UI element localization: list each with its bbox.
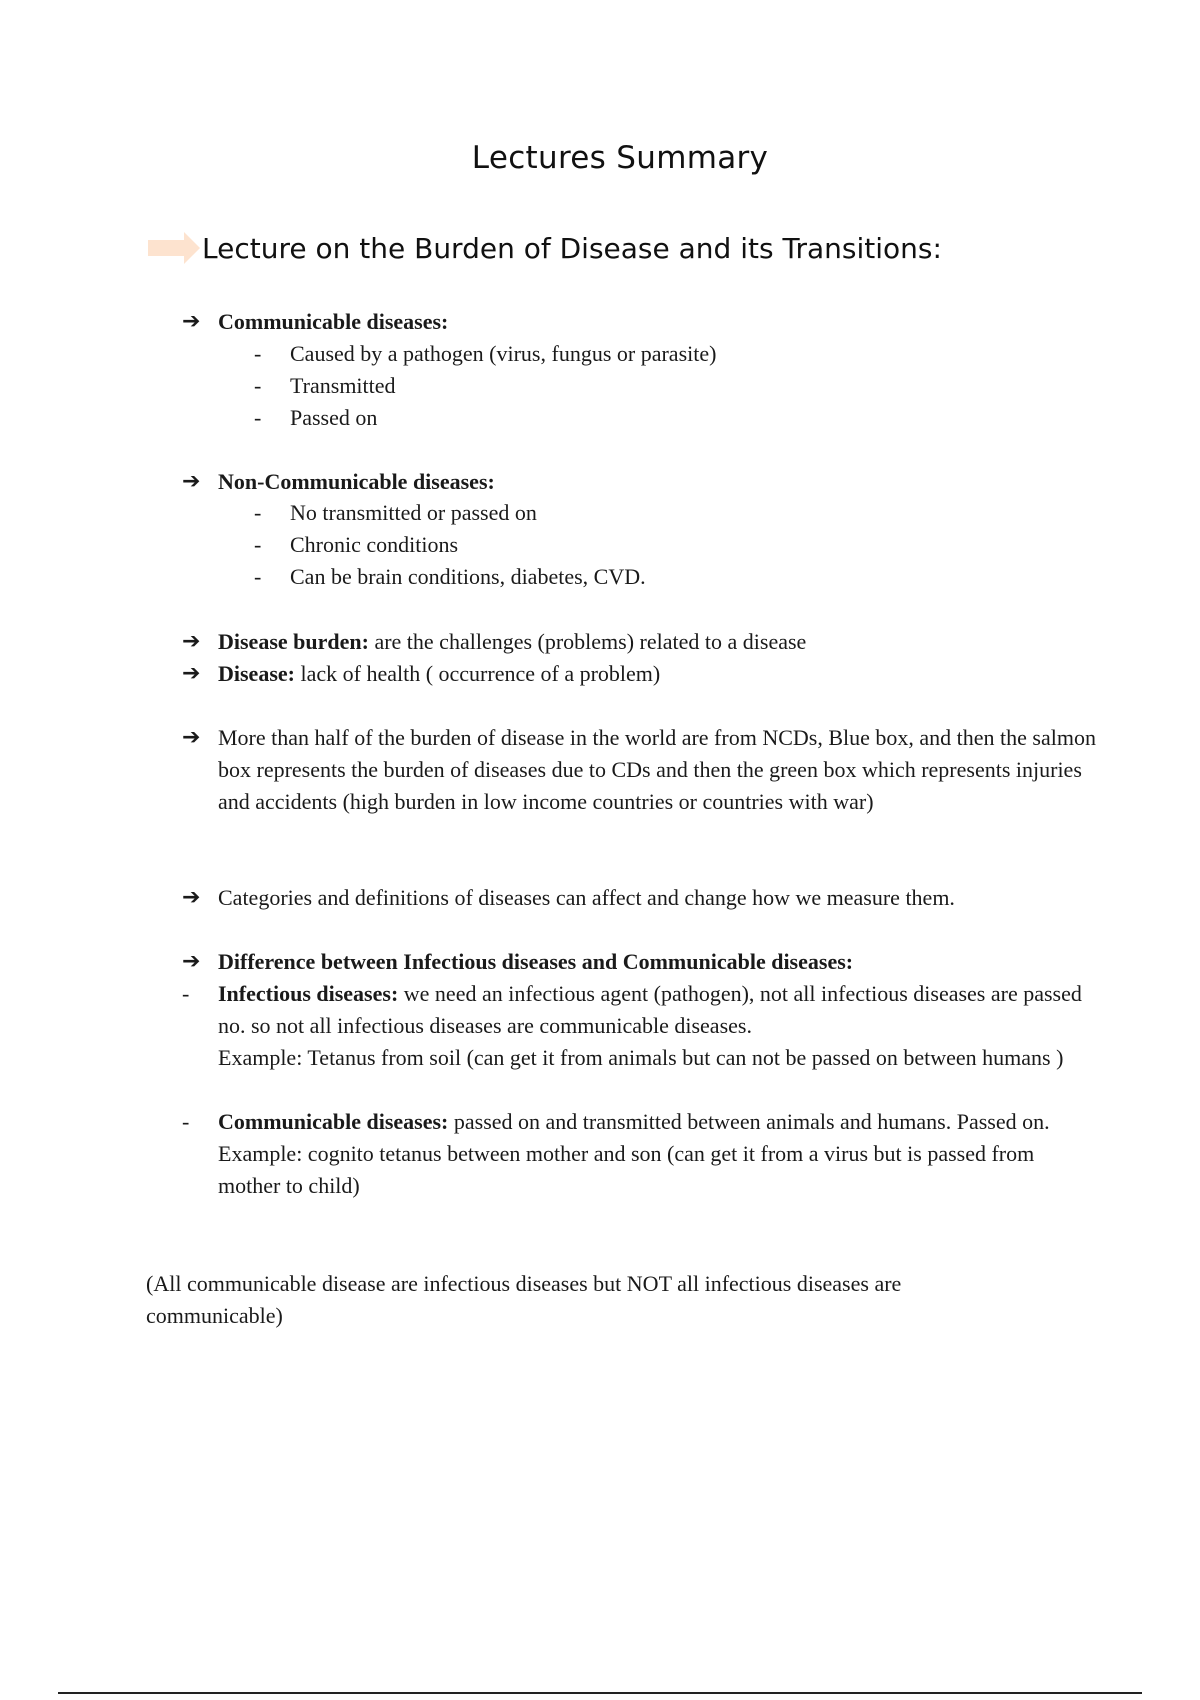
bullet-arrow-icon: ➔: [182, 469, 201, 494]
infectious-definition: - Infectious diseases: we need an infectious agent (pathogen), not all infectious diseases are passed no. so not all infectious diseases are communicable diseases. Example: Tetanus from soil (can get it from animals but can not be passed on between humans ): [182, 981, 1082, 1070]
disease-burden-item: ➔ Disease burden: are the challenges (problems) related to a disease: [182, 626, 1102, 658]
bullet-arrow-icon: ➔: [182, 629, 201, 654]
list-item: - Chronic conditions: [254, 532, 459, 557]
bullet-arrow-icon: ➔: [182, 309, 201, 334]
non-communicable-sub-list: [254, 497, 646, 593]
non-communicable-label: Non-Communicable diseases:: [218, 469, 495, 494]
categories-item: [182, 882, 1102, 914]
bullet-arrow-icon: ➔: [182, 885, 201, 910]
closing-note: (All communicable disease are infectious diseases but NOT all infectious diseases are communicable): [146, 1271, 902, 1328]
communicable-definition: - Communicable diseases: passed on and transmitted between animals and humans. Passed on. Example: cognito tetanus between mother and son (can get it from a virus but is passed from mother to child): [182, 1109, 1050, 1198]
burden-paragraph-item: [182, 722, 1102, 818]
page-title: Lectures Summary: [471, 140, 769, 176]
list-item: - No transmitted or passed on: [254, 500, 537, 525]
list-item: - Transmitted: [254, 373, 396, 398]
arrow-right-icon: [146, 228, 202, 268]
difference-label: Difference between Infectious diseases and Communicable diseases:: [218, 949, 854, 974]
page-bottom-rule: [58, 1692, 1142, 1694]
non-communicable-diseases-item: [182, 466, 1102, 498]
list-item: - Passed on: [254, 405, 378, 430]
bullet-arrow-icon: ➔: [182, 661, 201, 686]
categories-paragraph: Categories and definitions of diseases can affect and change how we measure them.: [218, 885, 955, 910]
burden-paragraph: More than half of the burden of disease in the world are from NCDs, Blue box, and then the salmon box represents the burden of diseases due to CDs and then the green box which represents injuries and accidents (high burden in low income countries or countries with war): [218, 725, 1096, 814]
list-item: - Can be brain conditions, diabetes, CVD.: [254, 564, 646, 589]
communicable-label: Communicable diseases:: [218, 309, 449, 334]
list-item: - Caused by a pathogen (virus, fungus or parasite): [254, 341, 717, 366]
communicable-sub-list: [254, 338, 716, 434]
communicable-diseases-item: [182, 306, 1102, 338]
bullet-arrow-icon: ➔: [182, 725, 201, 750]
difference-item: [182, 946, 1102, 978]
bullet-arrow-icon: ➔: [182, 949, 201, 974]
section-heading: [146, 228, 942, 268]
section-heading-text: Lecture on the Burden of Disease and its Transitions:: [202, 231, 942, 265]
disease-item: ➔ Disease: lack of health ( occurrence of a problem): [182, 658, 1102, 690]
